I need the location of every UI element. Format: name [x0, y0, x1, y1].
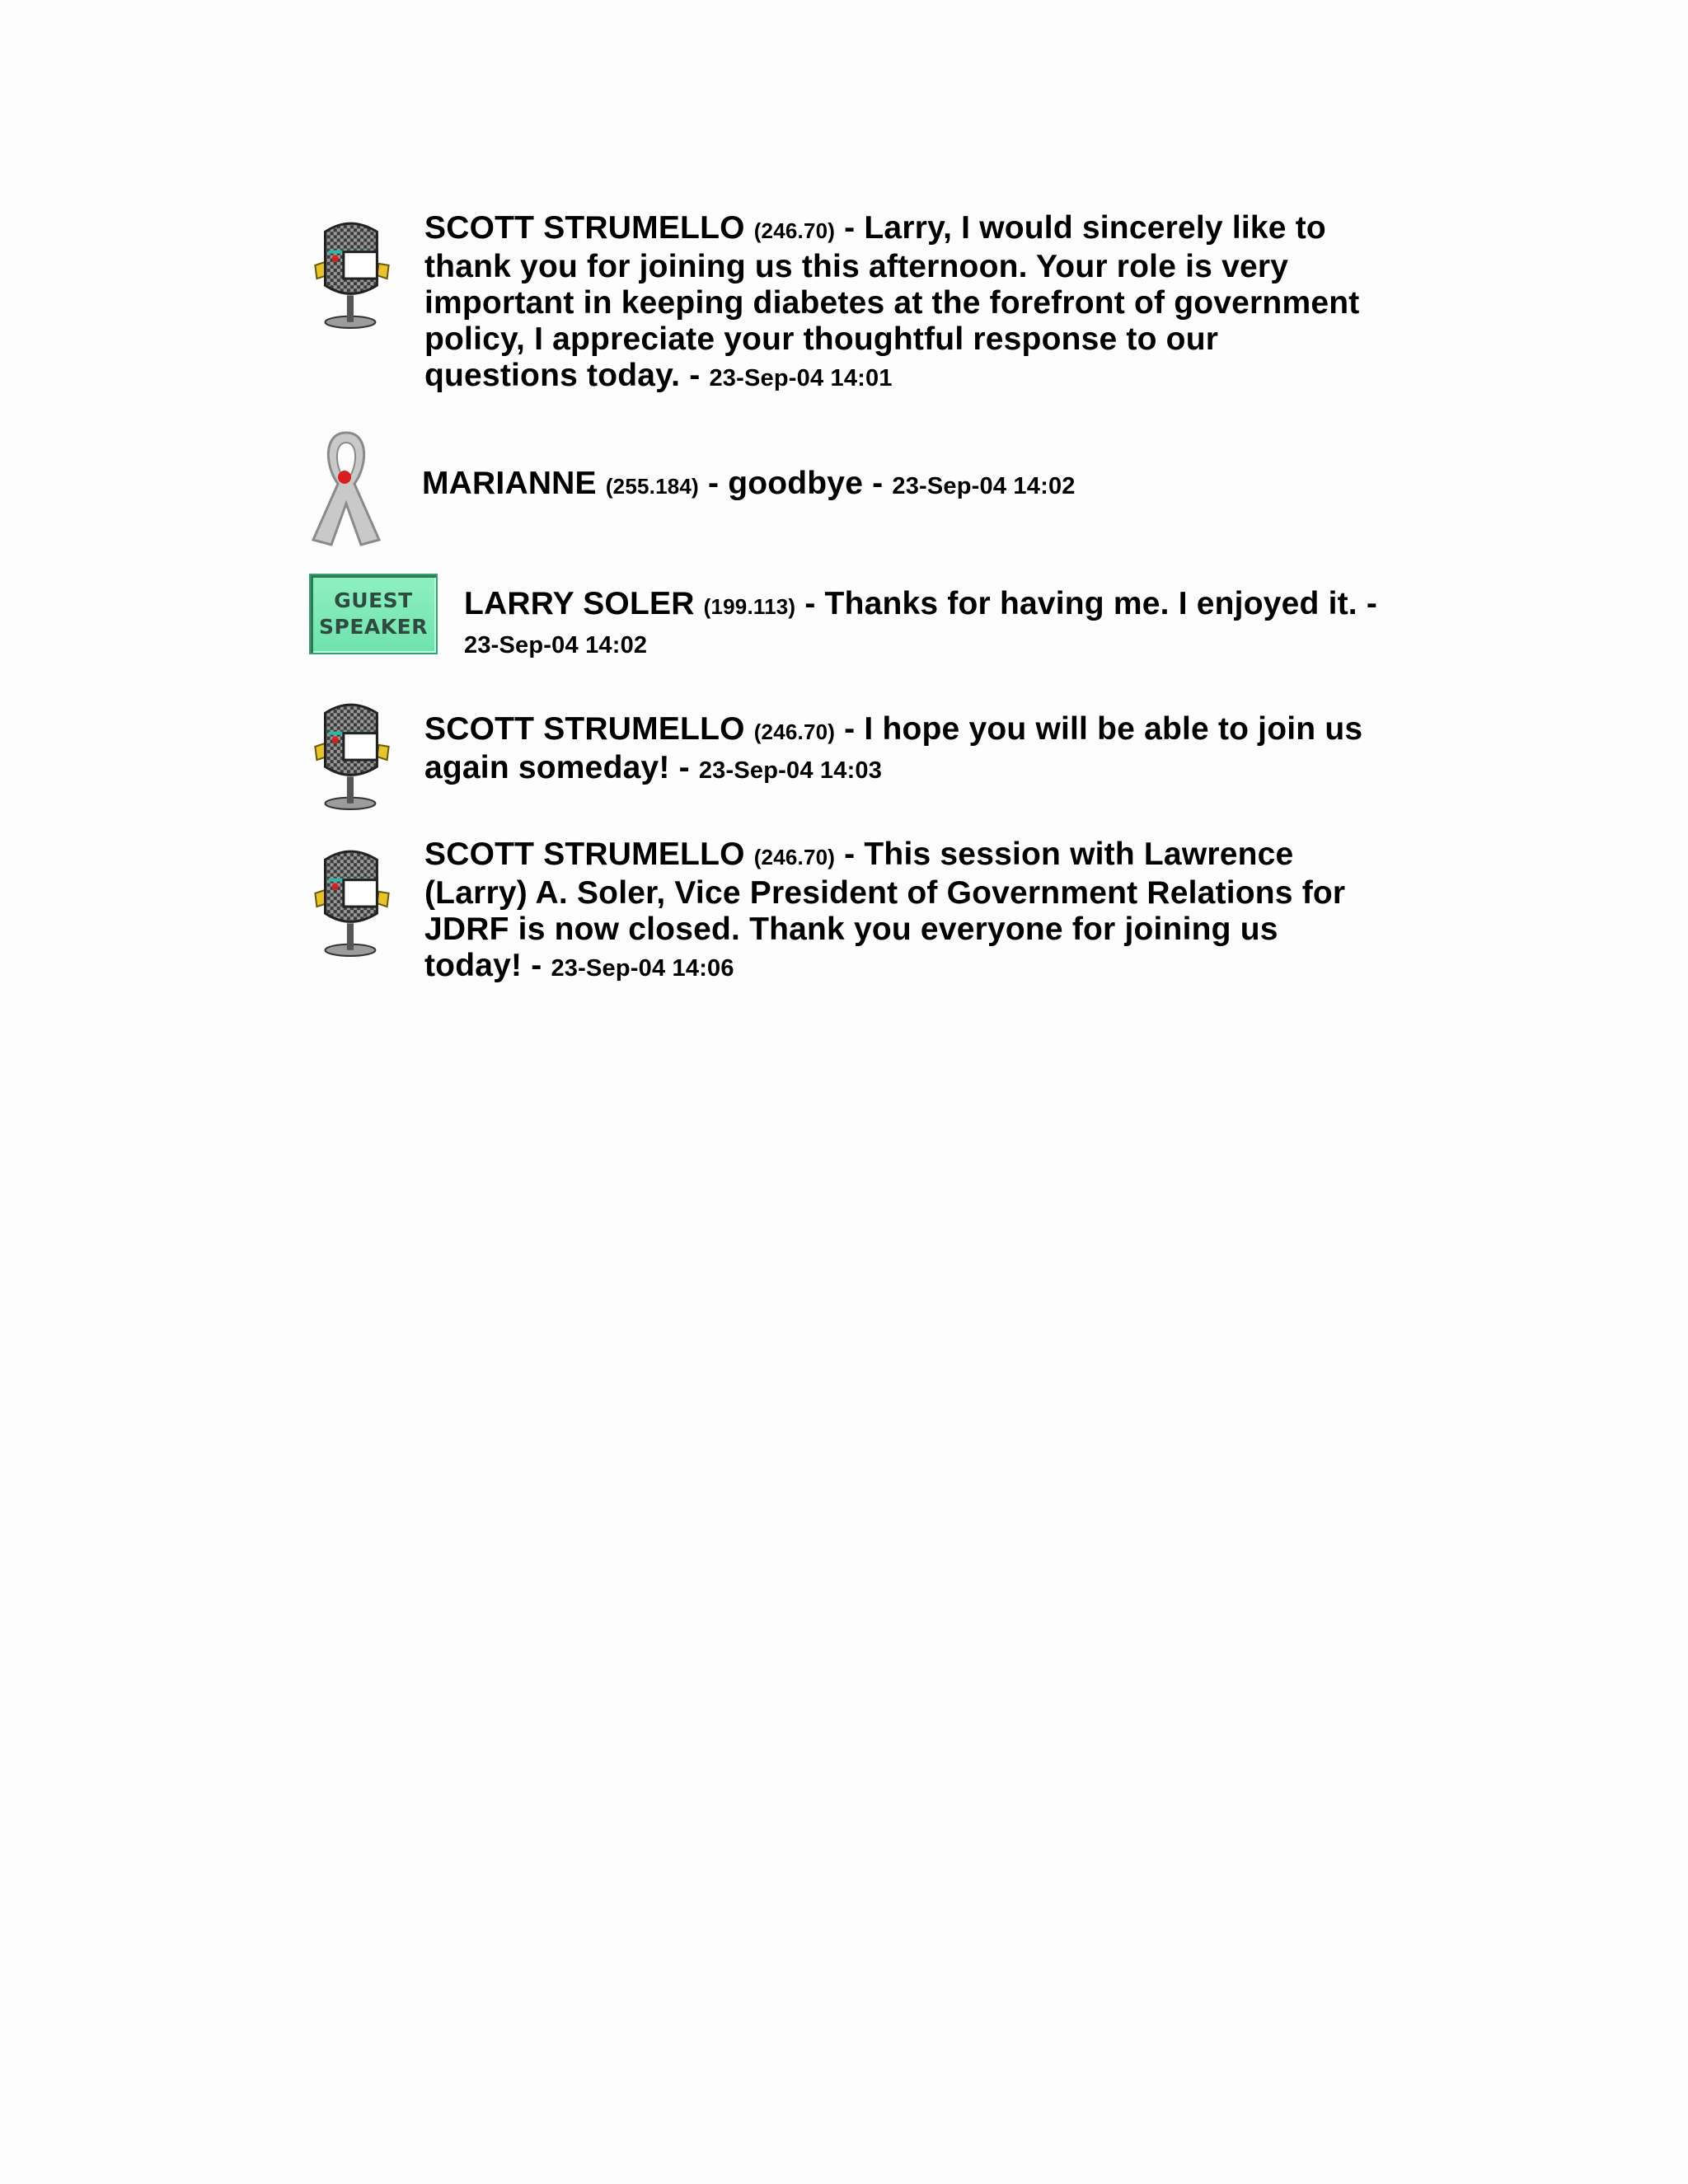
author-ip: (199.113) [703, 594, 796, 619]
author-ip: (246.70) [753, 218, 836, 243]
timestamp: 23-Sep-04 14:02 [464, 632, 648, 658]
message-text: SCOTT STRUMELLO (246.70) - Larry, I would sincerely like to thank you for joining us this afternoon. Your role is very important in keeping diabetes at the forefront of government policy, I appreciate your thoughtful response to our questions today. - 23-Sep-04 14:01 [424, 210, 1360, 393]
author-name: SCOTT STRUMELLO [424, 711, 745, 747]
message-text: SCOTT STRUMELLO (246.70) - This session with Lawrence (Larry) A. Soler, Vice President of Government Relations for JDRF is now closed. Thank you everyone for joining us today! - 23-Sep-04 14:06 [424, 837, 1346, 983]
author-ip: (246.70) [753, 719, 836, 744]
microphone-icon [307, 696, 399, 813]
author-name: SCOTT STRUMELLO [424, 837, 745, 872]
message-text: SCOTT STRUMELLO (246.70) - I hope you will be able to join us again someday! - 23-Sep-04 14:03 [424, 711, 1363, 785]
message-body: I hope you will be able to join us again someday! [424, 711, 1363, 785]
message-text: MARIANNE (255.184) - goodbye - 23-Sep-04 14:02 [422, 466, 1076, 501]
timestamp: 23-Sep-04 14:02 [892, 473, 1076, 499]
timestamp: 23-Sep-04 14:01 [709, 365, 893, 391]
message-body: goodbye [728, 466, 864, 501]
ribbon-icon [307, 424, 386, 550]
message-text: LARRY SOLER (199.113) - Thanks for having me. I enjoyed it. - 23-Sep-04 14:02 [464, 586, 1378, 658]
author-name: SCOTT STRUMELLO [424, 210, 745, 246]
microphone-icon [307, 843, 399, 960]
guest-speaker-badge: GUEST SPEAKER [309, 574, 438, 654]
author-name: LARRY SOLER [464, 586, 695, 621]
message-body: This session with Lawrence (Larry) A. Soler, Vice President of Government Relations for JDRF is now closed. Thank you everyone for joining us today! [424, 837, 1346, 983]
microphone-icon [307, 215, 399, 332]
message-body: Thanks for having me. I enjoyed it. [824, 586, 1357, 621]
timestamp: 23-Sep-04 14:03 [698, 757, 883, 784]
author-name: MARIANNE [422, 466, 597, 501]
message-body: Larry, I would sincerely like to thank you for joining us this afternoon. Your role is very important in keeping diabetes at the forefront of government policy, I appreciate your thoughtful response to our questions today. [424, 210, 1360, 393]
timestamp: 23-Sep-04 14:06 [551, 955, 734, 982]
author-ip: (246.70) [753, 845, 836, 869]
author-ip: (255.184) [605, 474, 699, 499]
